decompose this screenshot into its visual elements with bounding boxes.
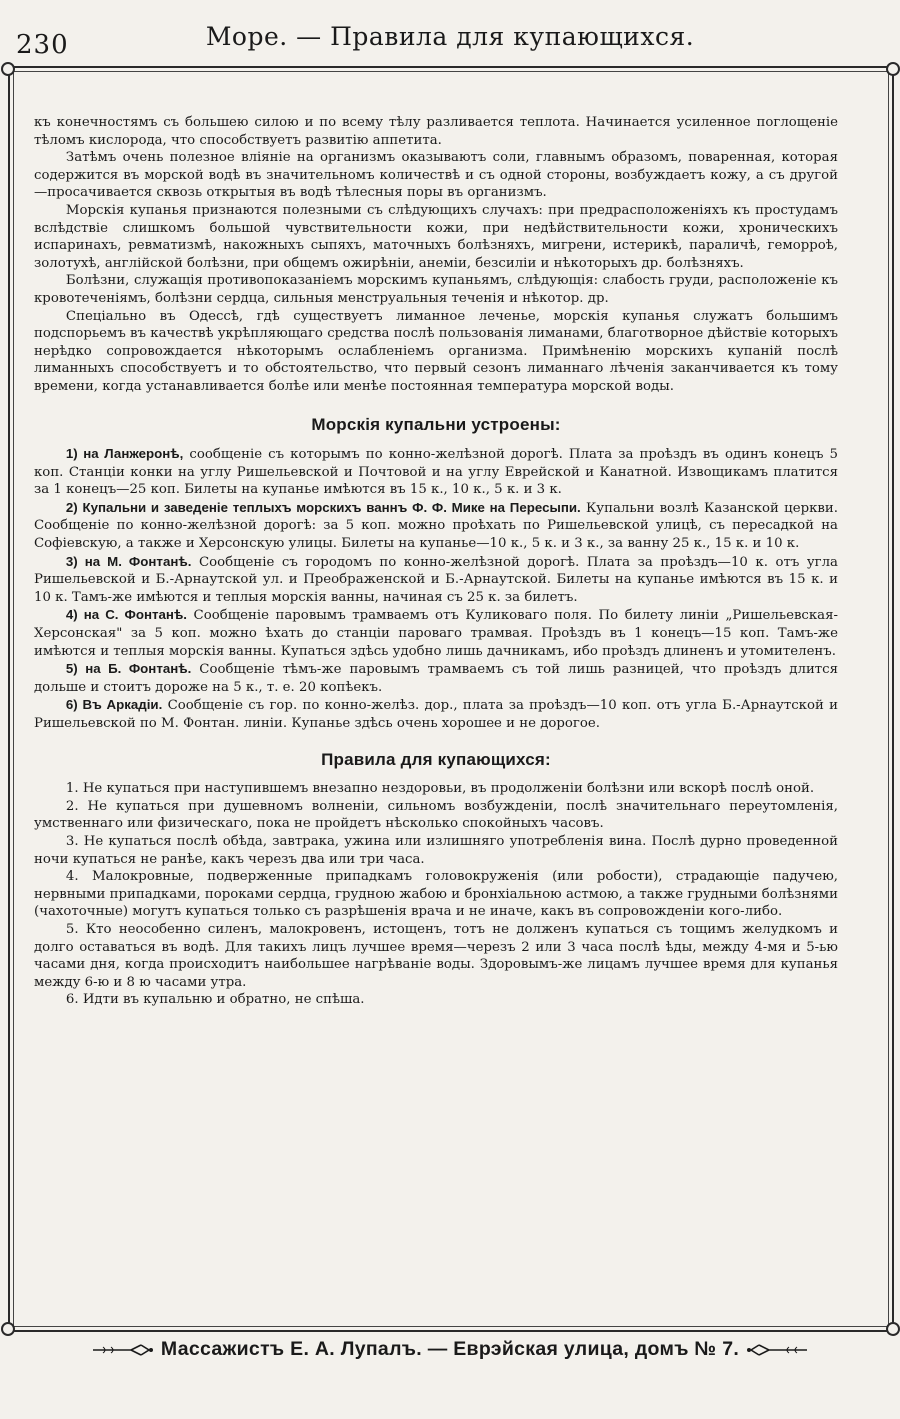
rule-item: 6. Идти въ купальню и обратно, не спѣша. <box>65 992 365 1008</box>
bath-item <box>34 696 838 732</box>
left-ornament-icon <box>91 1343 155 1357</box>
bath-item-text: Купальни возлѣ Казанской церкви. Сообщеніе по конно-желѣзной дорогѣ: за 5 коп. можно проѣхать по Ришельевской улицѣ, съ пересадкой на Софіевскую, а также и Херсонскую улицы. Билеты на купанье—10 к., 5 к. и 3 к., за ванну 25 к., 15 к. и 10 к. <box>34 500 838 552</box>
frame-corner-ornament <box>886 1322 900 1336</box>
rule-item: 5. Кто неособенно силенъ, малокровенъ, истощенъ, тотъ не долженъ купаться съ тощимъ желудкомъ и долго оставаться въ водѣ. Для такихъ лицъ лучшее время—черезъ 2 или 3 часа послѣ ѣды, между 4-мя и 5-ью часами дня, когда происходитъ наибольшее нагрѣваніе воды. Здоровымъ-же лицамъ лучшее время для купанья между 6-ю и 8 ю часами утра. <box>34 921 838 990</box>
paragraph: Морскія купанья признаются полезными съ слѣдующихъ случахъ: при предрасположеніяхъ къ простудамъ вслѣдствіе слишкомъ большой чувствительности кожи, при недѣйствительности кожи, хроническихъ испаринахъ, ревматизмѣ, накожныхъ сыпяхъ, маточныхъ болѣзняхъ, мигрени, истерикѣ, параличѣ, геморроѣ, золотухѣ, англійской болѣзни, при общемъ ожирѣніи, анеміи, безсиліи и нѣкоторыхъ др. болѣзняхъ. <box>34 202 838 271</box>
bath-item-lead: 6) Въ Аркадіи. <box>65 697 163 713</box>
bath-item-lead: 4) на С. Фонтанѣ. <box>65 607 187 623</box>
bath-item-lead: 5) на Б. Фонтанѣ. <box>65 661 192 677</box>
bath-item <box>34 445 838 499</box>
paragraph: Спеціально въ Одессѣ, гдѣ существуетъ лиманное леченье, морскія купанья служатъ большимъ подспорьемъ въ качествѣ укрѣпляющаго средства послѣ пользованія лиманами, благотворное дѣйствіе которыхъ нерѣдко сопровождается нѣкоторымъ ослабленіемъ организма. Примѣненію морскихъ купаній послѣ лиманныхъ способствуетъ и то обстоятельство, что первый сезонъ лиманнаго лѣченія заканчивается къ тому времени, когда устанавливается болѣе или менѣе постоянная температура морской воды. <box>34 308 838 394</box>
bath-item-text: сообщеніе съ которымъ по конно-желѣзной дорогѣ. Плата за проѣздъ въ одинъ конецъ 5 коп. Станціи конки на углу Ришельевской и Почтовой и на углу Еврейской и Канатной. Извощикамъ платится за 1 конецъ—25 коп. Билеты на купанье имѣются въ 15 к., 10 к., 5 к. и 3 к. <box>34 447 839 498</box>
rule-item: 4. Малокровные, подверженные припадкамъ головокруженія (или робости), страдающіе падучею, нервными припадками, пороками сердца, грудною жабою и бронхіальною астмою, а также грудными болѣзнями (чахоточные) могутъ купаться только съ разрѣшенія врача и не иначе, какъ въ сопровожденіи кого-либо. <box>34 869 838 920</box>
bath-item-text: Сообщеніе паровымъ трамваемъ отъ Куликоваго поля. По билету линіи „Ришельевская- Херсонская" за 5 коп. можно ѣхать до станціи пароваго трамвая. Проѣздъ въ 1 конецъ—15 коп. Тамъ-же имѣются и теплыя морскія ванны. Купаться здѣсь удобно лишь дачникамъ, ибо проѣздъ длиненъ и утомителенъ. <box>34 608 838 659</box>
bath-item-text: Сообщеніе съ городомъ по конно-желѣзной дорогѣ. Плата за проѣздъ—10 к. отъ угла Ришельевской и Б.-Арнаутской ул. и Преображенской и Б.-Арнаутской. Билеты на купанье имѣются въ 15 к. и 10 к. Тамъ-же имѣются и теплыя морскія ванны, начиная съ 25 к. за билетъ. <box>34 554 838 605</box>
bath-item-lead: 3) на М. Фонтанѣ. <box>65 553 192 569</box>
bath-item <box>34 606 838 660</box>
frame-corner-ornament <box>886 62 900 76</box>
frame-corner-ornament <box>1 1322 15 1336</box>
bath-item <box>34 660 838 696</box>
rule-item: 1. Не купаться при наступившемъ внезапно нездоровьи, въ продолженіи болѣзни или вскорѣ послѣ оной. <box>65 781 815 797</box>
running-head: Море. — Правила для купающихся. <box>205 22 695 51</box>
main-text <box>34 114 838 1009</box>
paragraph: Болѣзни, служащія противопоказаніемъ морскимъ купаньямъ, слѣдующія: слабость груди, расположеніе къ кровотеченіямъ, болѣзни сердца, сильныя менструальныя теченія и нѣкотор. др. <box>34 273 838 306</box>
page-number: 230 <box>16 30 69 60</box>
rule-item: 3. Не купаться послѣ обѣда, завтрака, ужина или излишняго употребленія вина. Послѣ дурно проведенной ночи купаться не ранѣе, какъ черезъ два или три часа. <box>34 833 838 867</box>
rule-item: 2. Не купаться при душевномъ волненіи, сильномъ возбужденіи, послѣ значительнаго переутомленія, умственнаго или физическаго, пока не пройдетъ нѣсколько спокойныхъ часовъ. <box>34 798 838 832</box>
bath-item-text: Сообщеніе тѣмъ-же паровымъ трамваемъ съ той лишь разницей, что проѣздъ длится дольше и стоитъ дороже на 5 к., т. е. 20 копѣекъ. <box>34 662 838 695</box>
bath-item <box>34 553 838 607</box>
bath-item <box>34 499 838 553</box>
bath-item-lead: 1) на Ланжеронѣ, <box>65 446 184 462</box>
paragraph: къ конечностямъ съ большею силою и по всему тѣлу разливается теплота. Начинается усиленное поглощеніе тѣломъ кислорода, что способствуетъ развитію аппетита. <box>34 115 838 148</box>
section-title-baths: Морскія купальни устроены: <box>311 414 561 434</box>
bath-item-text: Сообщеніе съ гор. по конно-желѣз. дор., плата за проѣздъ—10 коп. отъ угла Б.-Арнаутской и Ришельевской по М. Фонтан. линіи. Купанье здѣсь очень хорошее и не дорогое. <box>34 698 838 731</box>
footer-advertisement <box>0 1338 900 1361</box>
right-ornament-icon <box>745 1343 809 1357</box>
frame-corner-ornament <box>1 62 15 76</box>
paragraph: Затѣмъ очень полезное вліяніе на организмъ оказываютъ соли, главнымъ образомъ, поваренная, которая содержится въ морской водѣ въ значительномъ количествѣ и съ одной стороны, возбуждаетъ кожу, а съ другой—просачивается сквозь открытыя въ водѣ тѣлесныя поры въ организмъ. <box>34 150 838 201</box>
section-title-rules: Правила для купающихся: <box>321 749 551 769</box>
footer-text: Массажистъ Е. А. Лупалъ. — Еврэйская улица, домъ № 7. <box>160 1338 740 1360</box>
bath-item-lead: 2) Купальни и заведеніе теплыхъ морскихъ ваннъ Ф. Ф. Мике на Пересыпи. <box>65 499 581 515</box>
